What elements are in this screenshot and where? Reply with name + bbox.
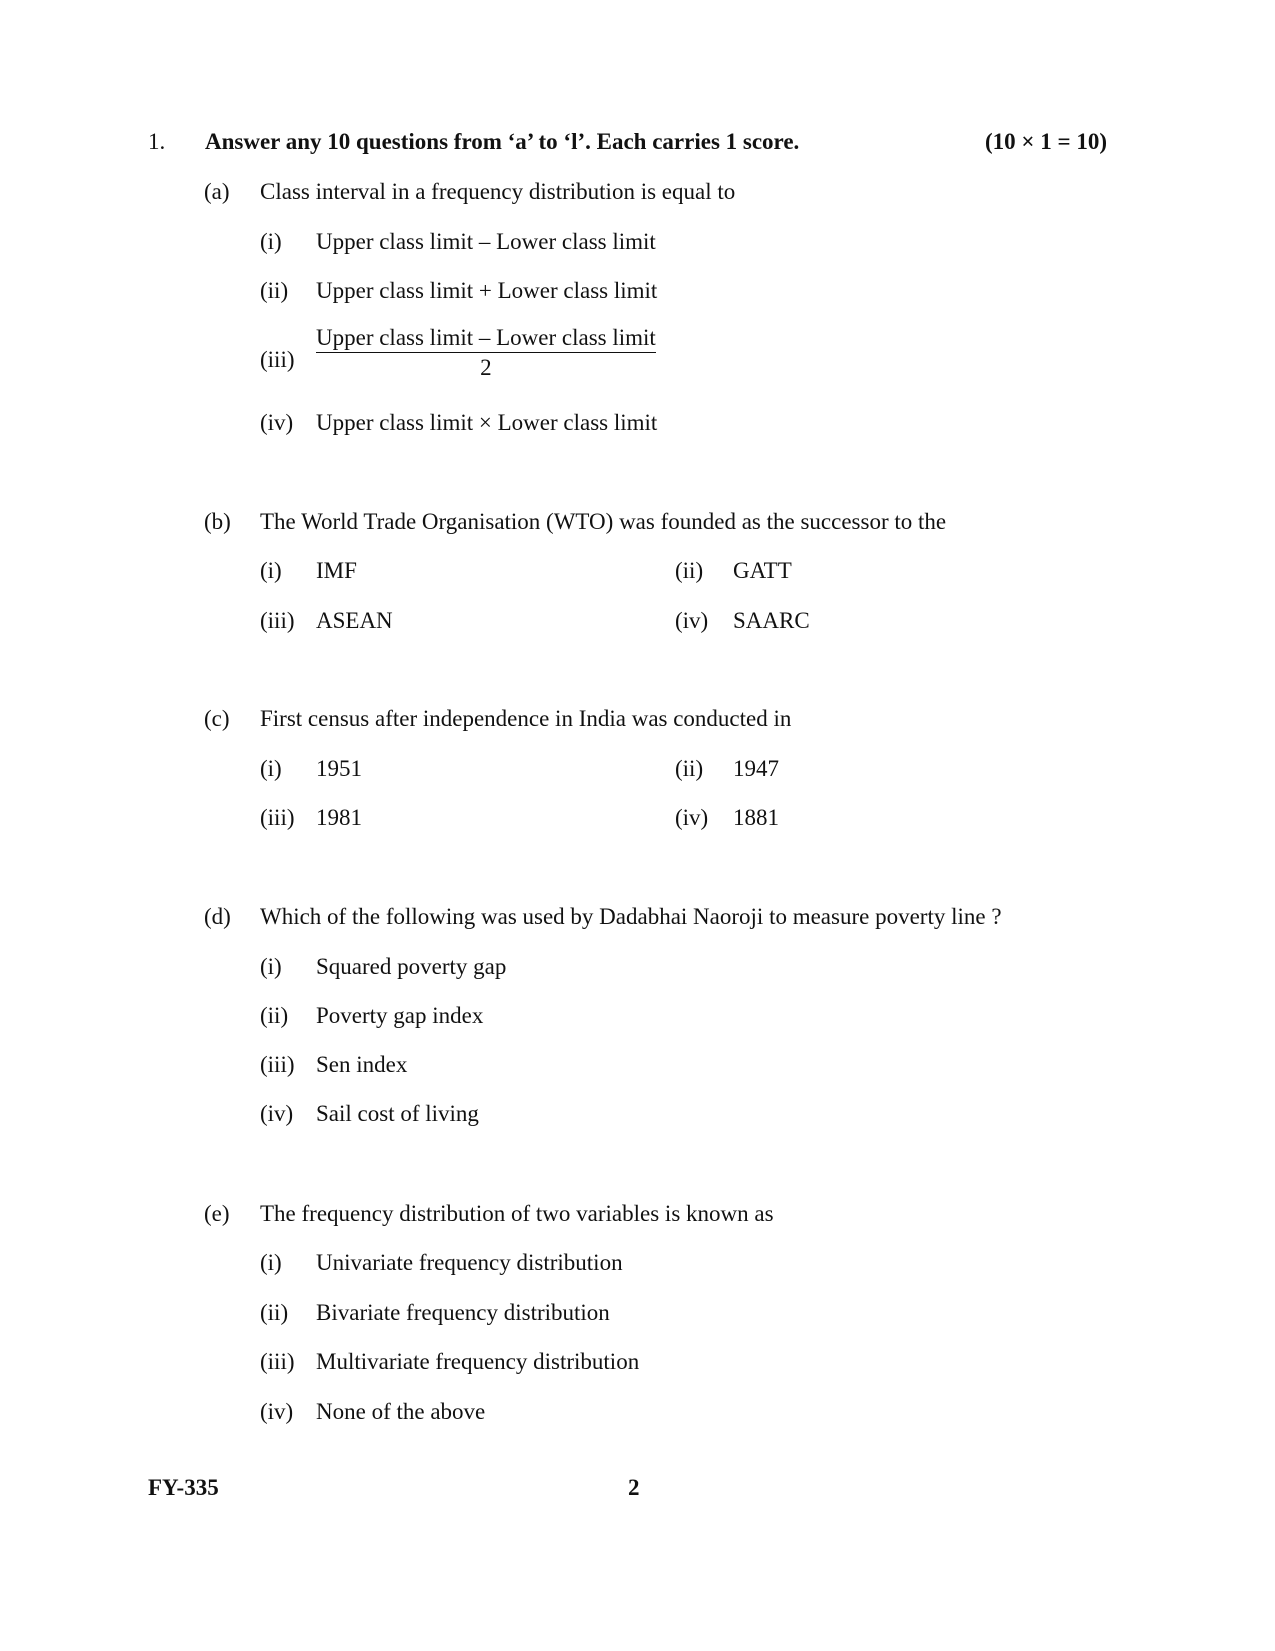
item-b-option-4-text: SAARC	[733, 608, 810, 633]
item-a-option-4-label: (iv)	[260, 410, 294, 435]
item-e-option-2-label: (ii)	[260, 1300, 289, 1325]
item-a-option-1-text: Upper class limit – Lower class limit	[316, 229, 656, 254]
question-instruction: Answer any 10 questions from ‘a’ to ‘l’. Each carries 1 score.	[205, 129, 800, 154]
item-a-option-2-label: (ii)	[260, 278, 289, 303]
item-d-option-1-label: (i)	[260, 954, 282, 979]
item-b-option-4-label: (iv)	[675, 608, 709, 633]
item-c-option-3-label: (iii)	[260, 805, 295, 830]
item-d-option-2-text: Poverty gap index	[316, 1003, 484, 1028]
item-e-option-4-text: None of the above	[316, 1399, 486, 1424]
item-d-label: (d)	[204, 904, 231, 929]
item-a-option-4-text: Upper class limit × Lower class limit	[316, 410, 658, 435]
item-b-option-2-text: GATT	[733, 558, 792, 583]
item-b-label: (b)	[204, 509, 231, 534]
item-e-option-3-text: Multivariate frequency distribution	[316, 1349, 640, 1374]
item-b-option-1-text: IMF	[316, 558, 357, 583]
item-d-text: Which of the following was used by Dadabhai Naoroji to measure poverty line ?	[260, 904, 1002, 929]
item-e-option-2-text: Bivariate frequency distribution	[316, 1300, 610, 1325]
item-b-option-2-label: (ii)	[675, 558, 704, 583]
item-e-label: (e)	[204, 1201, 230, 1226]
item-e-option-3-label: (iii)	[260, 1349, 295, 1374]
item-b-text: The World Trade Organisation (WTO) was founded as the successor to the	[260, 509, 947, 534]
item-e-option-1-label: (i)	[260, 1250, 282, 1275]
item-b-option-1-label: (i)	[260, 558, 282, 583]
item-c-option-4-text: 1881	[733, 805, 779, 830]
item-c-option-2-text: 1947	[733, 756, 779, 781]
item-c-option-2-label: (ii)	[675, 756, 704, 781]
item-a-text: Class interval in a frequency distribution is equal to	[260, 179, 736, 204]
item-e-text: The frequency distribution of two variables is known as	[260, 1201, 774, 1226]
item-d-option-1-text: Squared poverty gap	[316, 954, 507, 979]
item-d-option-2-label: (ii)	[260, 1003, 289, 1028]
question-number: 1.	[148, 129, 166, 154]
item-a-option-2-text: Upper class limit + Lower class limit	[316, 278, 658, 303]
item-c-option-4-label: (iv)	[675, 805, 709, 830]
item-d-option-4-label: (iv)	[260, 1101, 294, 1126]
item-d-option-3-text: Sen index	[316, 1052, 408, 1077]
item-a-option-1-label: (i)	[260, 229, 282, 254]
footer-page-number: 2	[628, 1475, 640, 1500]
item-c-option-1-text: 1951	[316, 756, 362, 781]
item-e-option-1-text: Univariate frequency distribution	[316, 1250, 623, 1275]
item-c-option-3-text: 1981	[316, 805, 362, 830]
item-d-option-3-label: (iii)	[260, 1052, 295, 1077]
item-c-text: First census after independence in India was conducted in	[260, 706, 792, 731]
item-b-option-3-label: (iii)	[260, 608, 295, 633]
item-c-label: (c)	[204, 706, 230, 731]
item-a-label: (a)	[204, 179, 230, 204]
item-e-option-4-label: (iv)	[260, 1399, 294, 1424]
fraction-denominator: 2	[480, 355, 492, 380]
fraction-numerator: Upper class limit – Lower class limit	[316, 326, 656, 353]
item-b-option-3-text: ASEAN	[316, 608, 393, 633]
footer-code: FY-335	[148, 1475, 219, 1500]
item-a-option-3-fraction	[316, 326, 656, 379]
question-marks: (10 × 1 = 10)	[985, 129, 1108, 154]
item-c-option-1-label: (i)	[260, 756, 282, 781]
item-a-option-3-label: (iii)	[260, 347, 295, 372]
item-d-option-4-text: Sail cost of living	[316, 1101, 479, 1126]
